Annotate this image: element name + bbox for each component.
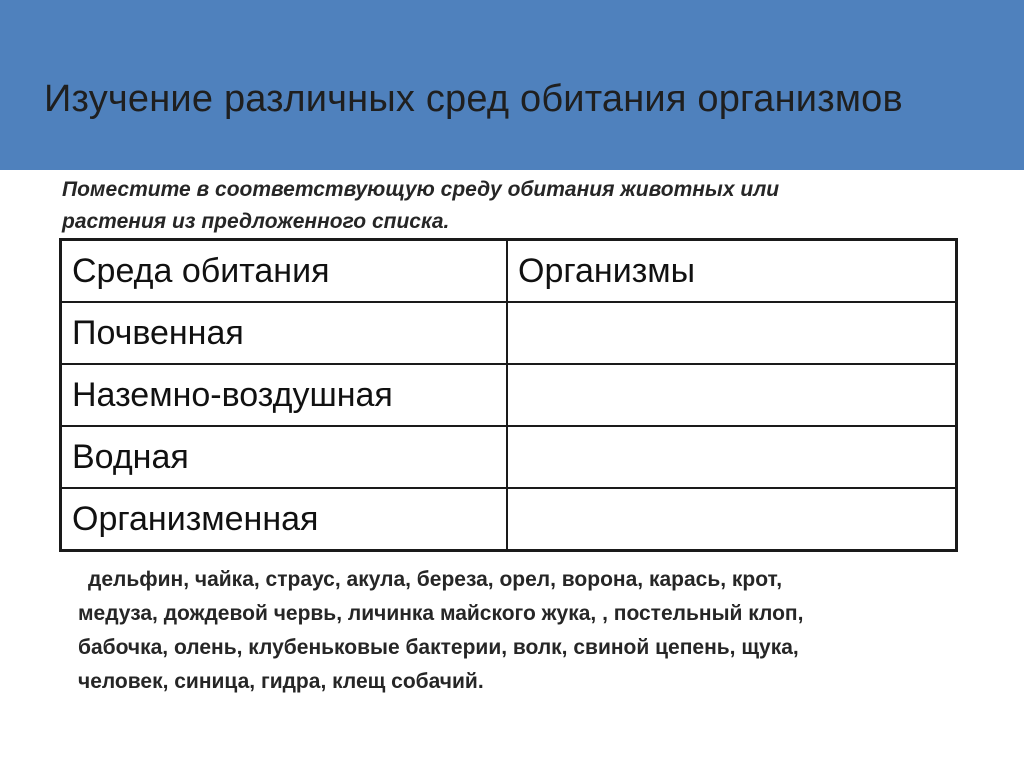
organism-list-line: медуза, дождевой червь, личинка майского жука, , постельный клоп,	[78, 602, 804, 625]
habitat-cell: Наземно-воздушная	[61, 364, 508, 426]
organism-list	[78, 563, 978, 699]
table-row	[61, 302, 957, 364]
header-organisms: Организмы	[507, 240, 957, 303]
table-row	[61, 364, 957, 426]
table-row	[61, 488, 957, 551]
organism-list-line: бабочка, олень, клубеньковые бактерии, волк, свиной цепень, щука,	[78, 636, 799, 659]
table-row	[61, 426, 957, 488]
slide-title: Изучение различных сред обитания организмов	[44, 78, 903, 120]
organism-list-line: человек, синица, гидра, клещ собачий.	[78, 670, 484, 693]
organisms-cell[interactable]	[507, 364, 957, 426]
habitat-cell: Водная	[61, 426, 508, 488]
habitat-cell: Организменная	[61, 488, 508, 551]
table-header-row	[61, 240, 957, 303]
instruction-line: растения из предложенного списка.	[62, 210, 450, 233]
instruction-line: Поместите в соответствующую среду обитания животных или	[62, 178, 780, 201]
organism-list-line: дельфин, чайка, страус, акула, береза, орел, ворона, карась, крот,	[88, 568, 783, 591]
header-habitat: Среда обитания	[61, 240, 508, 303]
habitat-cell: Почвенная	[61, 302, 508, 364]
organisms-cell[interactable]	[507, 302, 957, 364]
instruction-text	[62, 174, 962, 238]
organisms-cell[interactable]	[507, 488, 957, 551]
organisms-cell[interactable]	[507, 426, 957, 488]
habitat-table	[59, 238, 958, 552]
